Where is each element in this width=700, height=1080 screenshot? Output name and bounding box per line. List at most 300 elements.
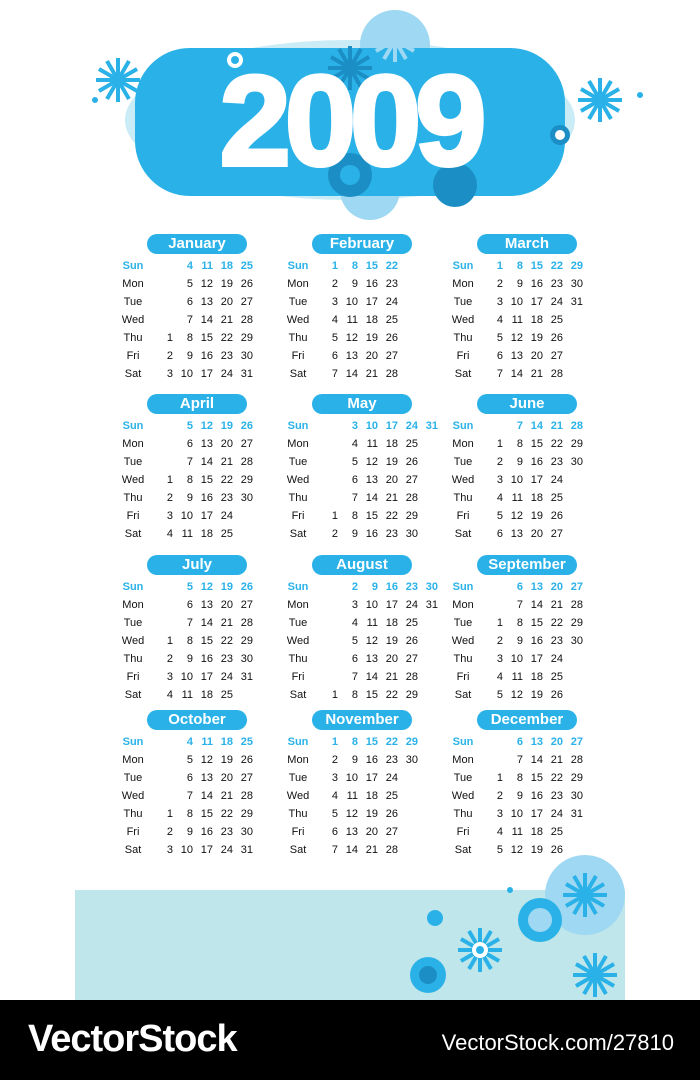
- day-cell: 11: [181, 689, 193, 701]
- day-cell: 2: [166, 492, 173, 504]
- day-cell: 22: [550, 438, 563, 450]
- day-cell: 14: [510, 368, 523, 380]
- day-cell: 30: [240, 492, 253, 504]
- day-cell: 10: [365, 420, 378, 432]
- day-cell: 25: [240, 260, 253, 272]
- day-cell: 11: [346, 314, 358, 326]
- day-cell: 16: [200, 653, 213, 665]
- day-cell: 23: [385, 528, 398, 540]
- day-cell: 5: [186, 754, 193, 766]
- weekday-row: [115, 311, 290, 329]
- day-cell: 21: [550, 754, 563, 766]
- weekday-label: Tue: [123, 617, 143, 629]
- weekday-label: Thu: [123, 332, 143, 344]
- day-cell: 13: [365, 653, 378, 665]
- day-cell: 1: [166, 635, 173, 647]
- day-cell: 1: [166, 474, 173, 486]
- weekday-row: [445, 329, 620, 347]
- day-cell: 21: [530, 368, 543, 380]
- weekday-label: Wed: [286, 790, 310, 802]
- day-cell: 16: [200, 826, 213, 838]
- day-cell: 3: [166, 844, 173, 856]
- weekday-row: [445, 435, 620, 453]
- day-cell: 5: [331, 332, 338, 344]
- weekday-label: Mon: [452, 278, 474, 290]
- weekday-row: [115, 507, 290, 525]
- month-february: [280, 234, 445, 384]
- day-cell: 23: [220, 492, 233, 504]
- day-cell: 15: [200, 332, 213, 344]
- day-cell: 31: [240, 844, 253, 856]
- day-cell: 3: [331, 296, 338, 308]
- day-cell: 13: [510, 350, 523, 362]
- day-cell: 2: [331, 754, 338, 766]
- day-cell: 26: [385, 808, 398, 820]
- day-cell: 3: [351, 420, 358, 432]
- day-cell: 19: [530, 844, 543, 856]
- day-cell: 29: [240, 332, 253, 344]
- weekday-label: Fri: [456, 826, 470, 838]
- day-cell: 2: [331, 278, 338, 290]
- day-cell: 25: [385, 314, 398, 326]
- day-cell: 17: [530, 808, 543, 820]
- day-cell: 26: [550, 332, 563, 344]
- weekday-row: [445, 668, 620, 686]
- month-may: [280, 394, 445, 544]
- day-cell: 15: [365, 689, 378, 701]
- day-cell: 1: [166, 808, 173, 820]
- day-cell: 30: [570, 635, 583, 647]
- weekday-row: [445, 293, 620, 311]
- weekday-label: Mon: [122, 754, 144, 766]
- weekday-label: Sun: [122, 736, 144, 748]
- weekday-row: [115, 787, 290, 805]
- day-cell: 19: [530, 332, 543, 344]
- day-cell: 12: [510, 689, 523, 701]
- day-cell: 1: [331, 736, 338, 748]
- day-cell: 14: [365, 671, 378, 683]
- day-cell: 7: [516, 420, 523, 432]
- day-cell: 13: [365, 474, 378, 486]
- day-cell: 4: [331, 790, 338, 802]
- month-january: [115, 234, 280, 384]
- weekday-row: [115, 596, 290, 614]
- weekday-row: [115, 751, 290, 769]
- weekday-label: Fri: [456, 671, 470, 683]
- day-cell: 30: [240, 350, 253, 362]
- day-cell: 9: [351, 278, 358, 290]
- day-cell: 10: [345, 772, 358, 784]
- day-cell: 17: [530, 474, 543, 486]
- day-cell: 2: [351, 581, 358, 593]
- weekday-row: [115, 365, 290, 383]
- weekday-label: Thu: [453, 492, 473, 504]
- weekday-label: Sat: [454, 528, 472, 540]
- day-cell: 19: [385, 635, 398, 647]
- day-cell: 30: [405, 754, 418, 766]
- day-cell: 15: [200, 474, 213, 486]
- weekday-label: Wed: [121, 474, 145, 486]
- day-cell: 28: [385, 844, 398, 856]
- day-cell: 20: [530, 528, 543, 540]
- day-cell: 30: [570, 456, 583, 468]
- weekday-row: [280, 311, 455, 329]
- day-cell: 24: [220, 844, 233, 856]
- day-cell: 14: [530, 599, 543, 611]
- weekday-row: [115, 489, 290, 507]
- day-cell: 18: [200, 528, 213, 540]
- weekday-label: Sun: [122, 260, 144, 272]
- month-title: December: [477, 710, 577, 730]
- weekday-row: [445, 417, 620, 435]
- day-cell: 24: [385, 296, 398, 308]
- day-cell: 30: [240, 826, 253, 838]
- day-cell: 7: [331, 368, 338, 380]
- weekday-row: [280, 650, 455, 668]
- weekday-row: [115, 632, 290, 650]
- day-cell: 6: [516, 736, 523, 748]
- weekday-label: Sat: [454, 689, 472, 701]
- day-cell: 4: [186, 260, 193, 272]
- day-cell: 6: [496, 528, 503, 540]
- day-cell: 15: [200, 635, 213, 647]
- month-march: [445, 234, 610, 384]
- day-cell: 7: [496, 368, 503, 380]
- weekday-label: Sun: [287, 260, 309, 272]
- day-cell: 20: [385, 474, 398, 486]
- day-cell: 13: [345, 350, 358, 362]
- weekday-row: [115, 769, 290, 787]
- weekday-row: [445, 650, 620, 668]
- weekday-row: [280, 293, 455, 311]
- day-cell: 26: [550, 689, 563, 701]
- day-cell: 26: [405, 456, 418, 468]
- weekday-label: Mon: [287, 754, 309, 766]
- day-cell: 14: [345, 844, 358, 856]
- day-cell: 9: [351, 754, 358, 766]
- weekday-row: [115, 329, 290, 347]
- day-cell: 4: [496, 492, 503, 504]
- day-cell: 20: [550, 581, 563, 593]
- day-cell: 3: [496, 474, 503, 486]
- weekday-label: Mon: [287, 599, 309, 611]
- month-title: October: [147, 710, 247, 730]
- weekday-row: [115, 293, 290, 311]
- day-cell: 17: [385, 599, 398, 611]
- day-cell: 7: [186, 314, 193, 326]
- day-cell: 29: [240, 474, 253, 486]
- weekday-row: [445, 507, 620, 525]
- day-cell: 22: [550, 260, 563, 272]
- weekday-label: Wed: [451, 790, 475, 802]
- day-cell: 25: [405, 617, 418, 629]
- day-cell: 14: [530, 754, 543, 766]
- month-december: [445, 710, 610, 860]
- day-cell: 2: [496, 456, 503, 468]
- weekday-row: [115, 257, 290, 275]
- day-cell: 27: [385, 826, 398, 838]
- weekday-label: Tue: [288, 617, 308, 629]
- day-cell: 10: [510, 653, 523, 665]
- day-cell: 9: [371, 581, 378, 593]
- day-cell: 19: [530, 510, 543, 522]
- month-september: [445, 555, 610, 705]
- weekday-row: [445, 453, 620, 471]
- day-cell: 28: [240, 314, 253, 326]
- day-cell: 28: [550, 368, 563, 380]
- weekday-row: [280, 365, 455, 383]
- day-cell: 1: [166, 332, 173, 344]
- day-cell: 18: [200, 689, 213, 701]
- day-cell: 3: [166, 510, 173, 522]
- day-cell: 8: [351, 260, 358, 272]
- day-cell: 20: [220, 772, 233, 784]
- day-cell: 12: [510, 332, 523, 344]
- weekday-label: Mon: [452, 754, 474, 766]
- day-cell: 22: [220, 635, 233, 647]
- day-cell: 8: [186, 808, 193, 820]
- day-cell: 17: [200, 368, 213, 380]
- weekday-label: Wed: [286, 314, 310, 326]
- weekday-label: Wed: [451, 314, 475, 326]
- weekday-row: [280, 257, 455, 275]
- day-cell: 25: [240, 736, 253, 748]
- day-cell: 16: [530, 635, 543, 647]
- weekday-label: Tue: [453, 296, 473, 308]
- day-cell: 24: [405, 599, 418, 611]
- month-title: April: [147, 394, 247, 414]
- weekday-row: [115, 823, 290, 841]
- day-cell: 3: [496, 808, 503, 820]
- day-cell: 19: [220, 420, 233, 432]
- weekday-row: [280, 614, 455, 632]
- day-cell: 15: [200, 808, 213, 820]
- weekday-row: [115, 650, 290, 668]
- weekday-label: Tue: [123, 456, 143, 468]
- weekday-row: [445, 769, 620, 787]
- weekday-label: Thu: [453, 653, 473, 665]
- day-cell: 7: [516, 754, 523, 766]
- day-cell: 21: [550, 599, 563, 611]
- weekday-row: [280, 578, 455, 596]
- weekday-row: [115, 471, 290, 489]
- day-cell: 17: [530, 296, 543, 308]
- day-cell: 30: [405, 528, 418, 540]
- day-cell: 3: [496, 296, 503, 308]
- month-title: January: [147, 234, 247, 254]
- day-cell: 16: [530, 790, 543, 802]
- day-cell: 10: [180, 671, 193, 683]
- month-title: November: [312, 710, 412, 730]
- weekday-label: Mon: [452, 599, 474, 611]
- day-cell: 29: [240, 808, 253, 820]
- day-cell: 18: [530, 671, 543, 683]
- day-cell: 10: [345, 296, 358, 308]
- day-cell: 5: [496, 844, 503, 856]
- day-cell: 12: [365, 635, 378, 647]
- day-cell: 14: [365, 492, 378, 504]
- day-cell: 16: [530, 456, 543, 468]
- day-cell: 6: [186, 296, 193, 308]
- month-october: [115, 710, 280, 860]
- weekday-label: Sun: [122, 581, 144, 593]
- day-cell: 25: [550, 826, 563, 838]
- day-cell: 11: [511, 671, 523, 683]
- day-cell: 28: [570, 754, 583, 766]
- weekday-row: [115, 275, 290, 293]
- day-cell: 24: [385, 772, 398, 784]
- day-cell: 9: [516, 635, 523, 647]
- day-cell: 24: [550, 653, 563, 665]
- month-july: [115, 555, 280, 705]
- day-cell: 27: [570, 736, 583, 748]
- weekday-row: [115, 733, 290, 751]
- day-cell: 8: [186, 332, 193, 344]
- weekday-row: [445, 751, 620, 769]
- day-cell: 18: [530, 314, 543, 326]
- day-cell: 6: [186, 599, 193, 611]
- day-cell: 25: [220, 689, 233, 701]
- day-cell: 11: [511, 492, 523, 504]
- weekday-row: [280, 596, 455, 614]
- day-cell: 23: [550, 635, 563, 647]
- day-cell: 6: [331, 350, 338, 362]
- weekday-row: [280, 275, 455, 293]
- day-cell: 26: [550, 510, 563, 522]
- weekday-label: Thu: [453, 808, 473, 820]
- month-title: September: [477, 555, 577, 575]
- day-cell: 1: [496, 260, 503, 272]
- day-cell: 29: [240, 635, 253, 647]
- weekday-label: Tue: [453, 617, 473, 629]
- day-cell: 27: [240, 599, 253, 611]
- day-cell: 18: [365, 790, 378, 802]
- weekday-row: [115, 668, 290, 686]
- weekday-row: [115, 686, 290, 704]
- day-cell: 8: [186, 474, 193, 486]
- weekday-row: [280, 632, 455, 650]
- day-cell: 14: [530, 420, 543, 432]
- day-cell: 23: [220, 350, 233, 362]
- day-cell: 23: [405, 581, 418, 593]
- day-cell: 29: [405, 689, 418, 701]
- weekday-label: Tue: [288, 772, 308, 784]
- day-cell: 15: [365, 736, 378, 748]
- day-cell: 18: [530, 492, 543, 504]
- day-cell: 25: [550, 671, 563, 683]
- day-cell: 29: [405, 736, 418, 748]
- day-cell: 21: [385, 492, 398, 504]
- day-cell: 4: [166, 528, 173, 540]
- weekday-row: [445, 823, 620, 841]
- day-cell: 1: [496, 772, 503, 784]
- day-cell: 14: [200, 456, 213, 468]
- day-cell: 21: [220, 456, 233, 468]
- day-cell: 17: [365, 296, 378, 308]
- weekday-row: [280, 507, 455, 525]
- day-cell: 8: [351, 736, 358, 748]
- weekday-row: [445, 596, 620, 614]
- weekday-label: Tue: [288, 296, 308, 308]
- weekday-label: Sun: [287, 420, 309, 432]
- weekday-label: Sat: [454, 844, 472, 856]
- day-cell: 15: [530, 438, 543, 450]
- day-cell: 25: [550, 492, 563, 504]
- day-cell: 22: [220, 808, 233, 820]
- day-cell: 11: [366, 438, 378, 450]
- day-cell: 5: [496, 510, 503, 522]
- day-cell: 27: [570, 581, 583, 593]
- weekday-row: [280, 751, 455, 769]
- day-cell: 30: [240, 653, 253, 665]
- weekday-row: [280, 347, 455, 365]
- day-cell: 9: [186, 492, 193, 504]
- day-cell: 20: [530, 350, 543, 362]
- day-cell: 27: [240, 772, 253, 784]
- day-cell: 26: [240, 278, 253, 290]
- weekday-label: Sun: [452, 736, 474, 748]
- day-cell: 1: [496, 617, 503, 629]
- day-cell: 17: [530, 653, 543, 665]
- weekday-row: [280, 453, 455, 471]
- day-cell: 3: [166, 368, 173, 380]
- day-cell: 4: [496, 314, 503, 326]
- day-cell: 20: [385, 653, 398, 665]
- day-cell: 22: [220, 332, 233, 344]
- day-cell: 1: [496, 438, 503, 450]
- day-cell: 13: [530, 581, 543, 593]
- month-june: [445, 394, 610, 544]
- day-cell: 2: [166, 653, 173, 665]
- month-november: [280, 710, 445, 860]
- day-cell: 29: [405, 510, 418, 522]
- day-cell: 8: [516, 772, 523, 784]
- day-cell: 9: [186, 350, 193, 362]
- day-cell: 31: [425, 599, 438, 611]
- day-cell: 17: [200, 844, 213, 856]
- day-cell: 2: [166, 826, 173, 838]
- weekday-label: Wed: [286, 474, 310, 486]
- day-cell: 18: [365, 314, 378, 326]
- weekday-label: Tue: [123, 296, 143, 308]
- day-cell: 17: [200, 510, 213, 522]
- day-cell: 9: [516, 456, 523, 468]
- day-cell: 7: [351, 492, 358, 504]
- day-cell: 19: [220, 278, 233, 290]
- day-cell: 18: [220, 736, 233, 748]
- footer-bar: [0, 1000, 700, 1080]
- day-cell: 7: [186, 617, 193, 629]
- day-cell: 6: [331, 826, 338, 838]
- day-cell: 5: [351, 635, 358, 647]
- weekday-label: Thu: [288, 492, 308, 504]
- day-cell: 12: [200, 278, 213, 290]
- day-cell: 4: [331, 314, 338, 326]
- day-cell: 28: [240, 790, 253, 802]
- day-cell: 22: [550, 617, 563, 629]
- weekday-row: [280, 668, 455, 686]
- day-cell: 29: [570, 438, 583, 450]
- day-cell: 18: [385, 617, 398, 629]
- weekday-label: Sun: [452, 260, 474, 272]
- day-cell: 25: [385, 790, 398, 802]
- day-cell: 24: [550, 296, 563, 308]
- day-cell: 5: [496, 332, 503, 344]
- day-cell: 2: [496, 278, 503, 290]
- day-cell: 18: [530, 826, 543, 838]
- weekday-label: Sat: [289, 844, 307, 856]
- day-cell: 19: [530, 689, 543, 701]
